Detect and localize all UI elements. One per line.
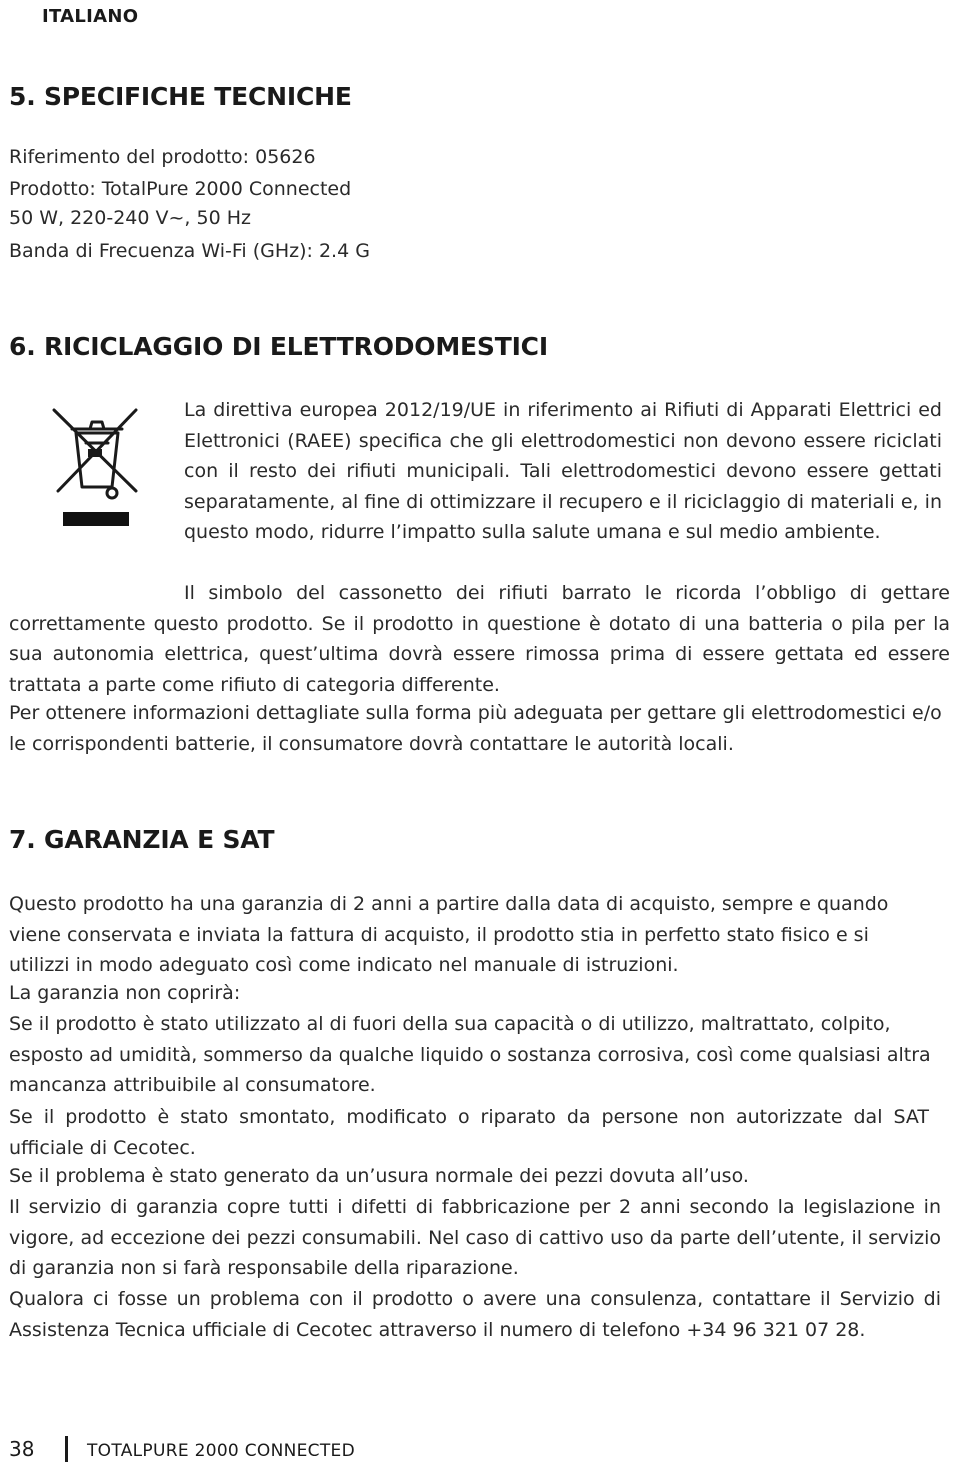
warranty-paragraph-5: Se il problema è stato generato da un’usura normale dei pezzi dovuta all’uso. [9,1165,749,1187]
warranty-paragraph-1: Questo prodotto ha una garanzia di 2 anni a partire dalla data di acquisto, sempre e quando viene conservata e inviata la fattura di acquisto, il prodotto stia in perfetto stato fisico e si utilizzi in modo adeguato così come indicato nel manuale di istruzioni. [9,893,889,976]
crossed-out-wheelie-bin-icon [50,405,142,535]
page-number: 38 [9,1437,35,1461]
warranty-paragraph-4: Se il prodotto è stato smontato, modificato o riparato da persone non autorizzate dal SAT ufficiale di Cecotec. [9,1106,929,1159]
warranty-paragraph-3: Se il prodotto è stato utilizzato al di fuori della sua capacità o di utilizzo, maltrattato, colpito, esposto ad umidità, sommerso da qualche liquido o sostanza corrosiva, così come qualsiasi altra mancanza attribuibile al consumatore. [9,1013,931,1096]
section-6-title: 6. RICICLAGGIO DI ELETTRODOMESTICI [9,332,548,361]
spec-line-reference: Riferimento del prodotto: 05626 [9,146,316,168]
warranty-paragraph-2: La garanzia non coprirà: [9,982,241,1004]
weee-paragraph-3: Per ottenere informazioni dettagliate sulla forma più adeguata per gettare gli elettrodomestici e/o le corrispondenti batterie, il consumatore dovrà contattare le autorità locali. [9,702,942,755]
footer-divider [65,1436,68,1462]
warranty-paragraph-7: Qualora ci fosse un problema con il prodotto o avere una consulenza, contattare il Servizio di Assistenza Tecnica ufficiale di Cecotec attraverso il numero di telefono +34 96 321 07 28. [9,1288,941,1341]
section-7-title: 7. GARANZIA E SAT [9,825,275,854]
warranty-paragraph-6: Il servizio di garanzia copre tutti i difetti di fabbricazione per 2 anni secondo la legislazione in vigore, ad eccezione dei pezzi consumabili. Nel caso di cattivo uso da parte dell’utente, il servizio di garanzia non si farà responsabile della riparazione. [9,1196,941,1279]
weee-paragraph-2: Il simbolo del cassonetto dei rifiuti barrato le ricorda l’obbligo di gettare correttamente questo prodotto. Se il prodotto in questione è dotato di una batteria o pila per la sua autonomia elettrica, quest’ultima dovrà essere rimossa prima di essere gettata ed essere trattata a parte come rifiuto di categoria differente. [9,582,950,696]
weee-paragraph-1: La direttiva europea 2012/19/UE in riferimento ai Rifiuti di Apparati Elettrici ed Elettronici (RAEE) specifica che gli elettrodomestici non devono essere riciclati con il resto dei rifiuti municipali. Tali elettrodomestici devono essere gettati separatamente, al fine di ottimizzare il recupero e il riciclaggio di materiali e, in questo modo, ridurre l’impatto sulla salute umana e sul medio ambiente. [184,399,942,543]
footer-product-name: TOTALPURE 2000 CONNECTED [87,1441,355,1461]
spec-line-wifi: Banda di Frecuenza Wi-Fi (GHz): 2.4 G [9,240,370,262]
spec-line-product: Prodotto: TotalPure 2000 Connected [9,178,352,200]
language-label: ITALIANO [42,6,139,27]
section-5-title: 5. SPECIFICHE TECNICHE [9,82,352,111]
spec-line-power: 50 W, 220-240 V~, 50 Hz [9,207,251,229]
